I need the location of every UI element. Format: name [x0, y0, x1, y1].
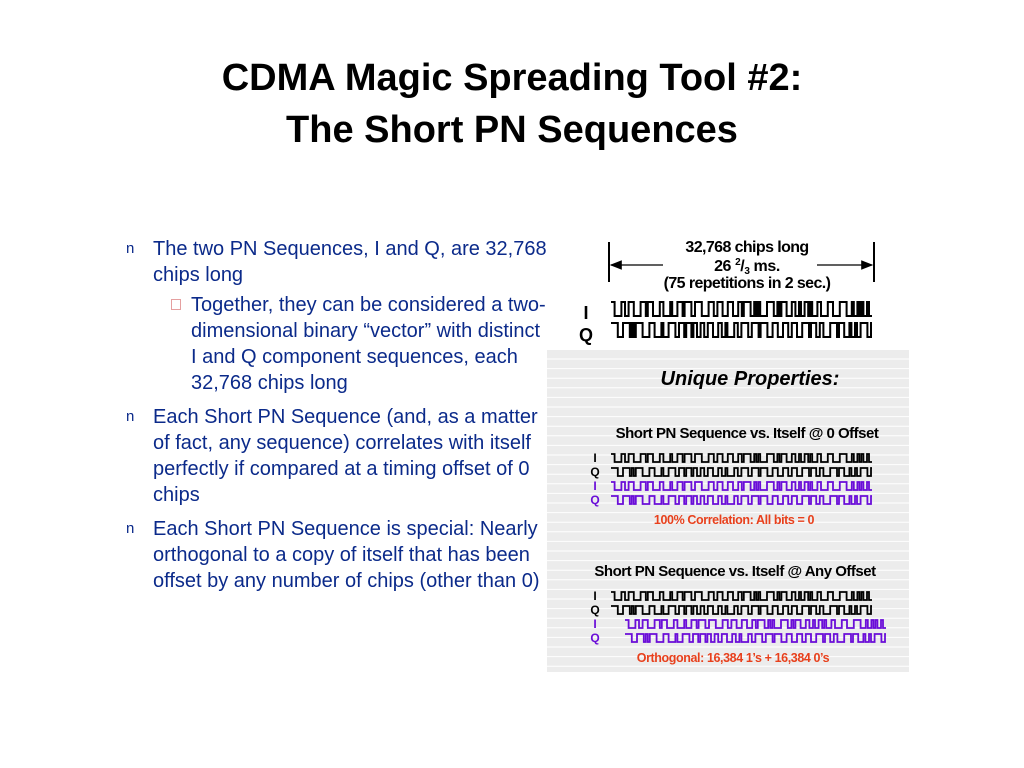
case2-row-label-q2: Q — [590, 631, 600, 645]
repetitions-label: (75 repetitions in 2 sec.) — [663, 275, 831, 292]
bullet-item-3 — [120, 516, 550, 594]
bullet-marker: n — [126, 240, 135, 257]
case2-row-label-q: Q — [590, 603, 600, 617]
waveform-trace — [611, 302, 872, 316]
pn-sequence-figure — [545, 232, 911, 674]
top-i-label: I — [583, 303, 589, 323]
case1-row-label-i: I — [593, 451, 597, 465]
bullet-item-1 — [120, 236, 550, 288]
title-line-2: The Short PN Sequences — [286, 109, 738, 151]
duration-label: 26 $^2$/3 ms. — [714, 257, 780, 277]
waveform-trace — [611, 323, 872, 337]
bullet-text: The two PN Sequences, I and Q, are 32,768 chips long — [153, 238, 547, 286]
case1-row-label-i2: I — [593, 479, 597, 493]
chips-length-label: 32,768 chips long — [685, 239, 809, 256]
bullet-text: Each Short PN Sequence (and, as a matter of fact, any sequence) correlates with itself perfectly if compared at a timing offset of 0 chips — [153, 406, 538, 506]
sub-bullet-item-1 — [158, 292, 550, 396]
case2-row-label-i: I — [593, 589, 597, 603]
top-i-sequence — [611, 302, 872, 316]
case2-row-label-i2: I — [593, 617, 597, 631]
case1-row-label-q2: Q — [590, 493, 600, 507]
bullet-marker: n — [126, 520, 135, 537]
case1-result: 100% Correlation: All bits = 0 — [653, 513, 815, 527]
case1-title: Short PN Sequence vs. Itself @ 0 Offset — [615, 425, 879, 442]
title-line-1: CDMA Magic Spreading Tool #2: — [221, 57, 803, 99]
sub-bullet-box-icon — [171, 299, 181, 310]
top-q-label: Q — [578, 325, 594, 345]
case2-result: Orthogonal: 16,384 1’s + 16,384 0’s — [636, 651, 830, 665]
case2-title: Short PN Sequence vs. Itself @ Any Offset — [594, 563, 876, 580]
case1-row-label-q: Q — [590, 465, 600, 479]
panel-heading: Unique Properties: — [660, 368, 840, 390]
sub-bullet-text: Together, they can be considered a two-dimensional binary “vector” with distinct I and Q component sequences, each 32,768 chips long — [191, 294, 546, 394]
bullet-text: Each Short PN Sequence is special: Nearly orthogonal to a copy of itself that has been offset by any number of chips (other than 0) — [153, 518, 540, 592]
top-q-sequence — [611, 323, 872, 337]
figure-drawing — [545, 232, 911, 674]
bullet-item-2 — [120, 404, 550, 508]
bullet-list — [120, 236, 550, 602]
slide-title — [0, 52, 1024, 156]
bullet-marker: n — [126, 408, 135, 425]
